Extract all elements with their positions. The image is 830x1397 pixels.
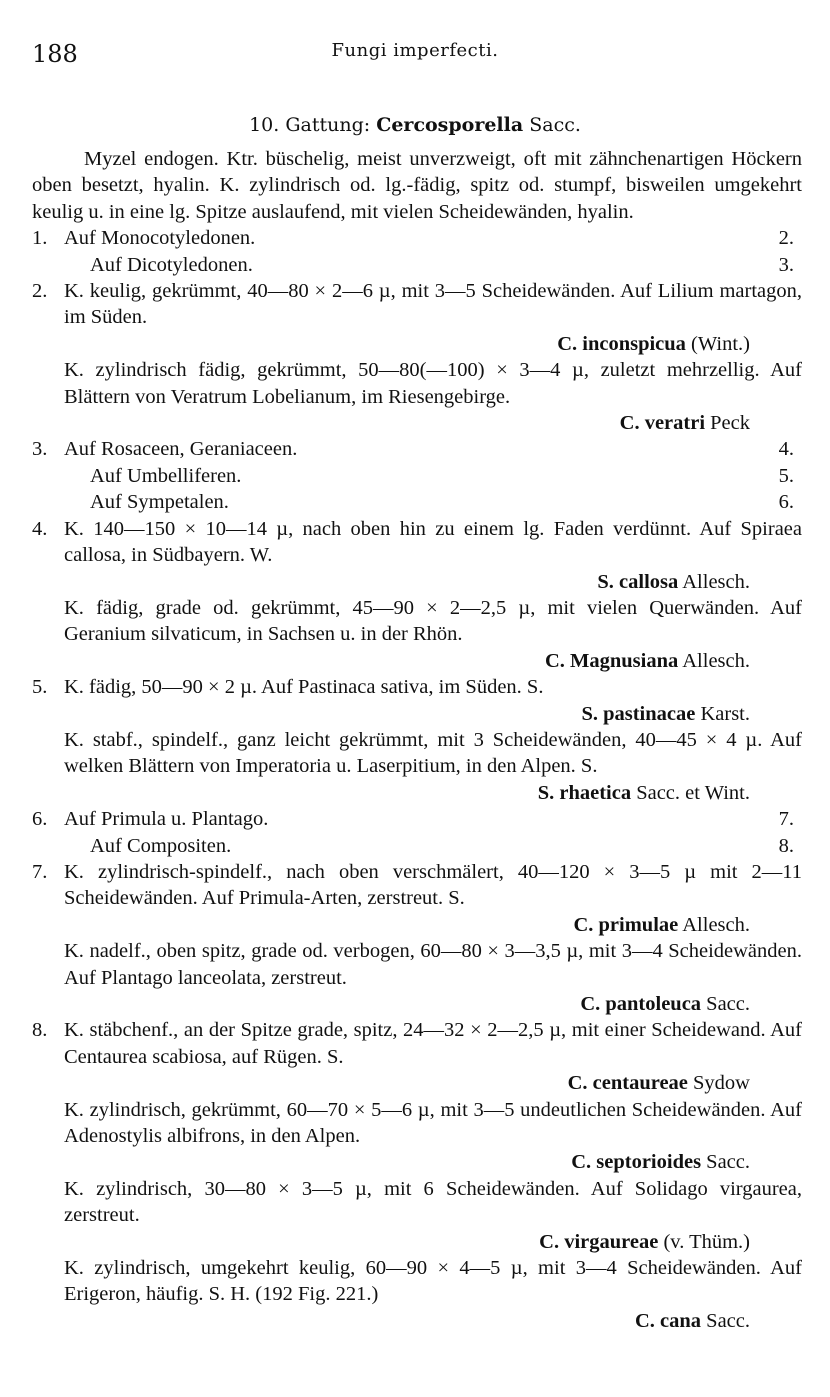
- species-name: S. callosa Allesch.: [597, 570, 750, 593]
- species-description: K. zylindrisch-spindelf., nach oben verschmälert, 40—120 × 3—5 µ mit 2—11 Scheidewänden. Auf Primula-Arten, zerstreut. S.: [64, 860, 802, 910]
- key-step-6: [32, 806, 802, 859]
- species-description: K. zylindrisch fädig, gekrümmt, 50—80(—100) × 3—4 µ, zuletzt mehrzellig. Auf Blättern von Veratrum Lobelianum, im Riesengebirge.: [64, 359, 802, 408]
- species-description: K. stäbchenf., an der Spitze grade, spitz, 24—32 × 2—2,5 µ, mit einer Scheidewand. Auf Centaurea scabiosa, auf Rügen. S.: [64, 1019, 802, 1068]
- species-name: C. Magnusiana Allesch.: [544, 649, 750, 672]
- species-description: K. nadelf., oben spitz, grade od. verbogen, 60—80 × 3—3,5 µ, mit 3—4 Scheidewänden. Auf Plantago lanceolata, zerstreut.: [64, 940, 802, 989]
- key-step-7: [32, 859, 802, 1017]
- species-name: S. rhaetica Sacc. et Wint.: [537, 781, 750, 804]
- key-body: [32, 146, 802, 1334]
- key-step-8: [32, 1017, 802, 1334]
- key-step-3: [32, 436, 802, 515]
- step-number: 1.: [32, 227, 48, 250]
- species-name: C. inconspicua (Wint.): [557, 332, 750, 355]
- key-alternative: Auf Rosaceen, Geraniaceen. 4.: [64, 438, 794, 461]
- species-name: C. primulae Allesch.: [573, 913, 750, 936]
- step-number: 5.: [32, 676, 48, 699]
- species-description: K. zylindrisch, umgekehrt keulig, 60—90 × 4—5 µ, mit 3—4 Scheidewänden. Auf Erigeron, häufig. S. H. (192 Fig. 221.): [64, 1257, 802, 1306]
- genus-prefix: 10. Gattung:: [249, 114, 371, 136]
- step-number: 6.: [32, 808, 48, 831]
- running-title: Fungi imperfecti.: [331, 40, 499, 61]
- key-alternative: Auf Umbelliferen. 5.: [90, 464, 794, 487]
- page-number: 188: [32, 40, 78, 68]
- species-description: K. fädig, grade od. gekrümmt, 45—90 × 2—2,5 µ, mit vielen Querwänden. Auf Geranium silvaticum, in Sachsen u. in der Rhön.: [64, 596, 802, 646]
- key-alternative: Auf Dicotyledonen. 3.: [90, 253, 794, 276]
- step-number: 2.: [32, 280, 48, 303]
- species-name: C. cana Sacc.: [634, 1309, 750, 1332]
- key-step-1: [32, 225, 802, 278]
- genus-description: Myzel endogen. Ktr. büschelig, meist unverzweigt, oft mit zähnchenartigen Höckern oben besetzt, hyalin. K. zylindrisch od. lg.-fädig, spitz od. stumpf, bisweilen umgekehrt keulig u. in eine lg. Spitze auslaufend, mit vielen Scheidewänden, hyalin.: [32, 148, 802, 223]
- species-description: K. fädig, 50—90 × 2 µ. Auf Pastinaca sativa, im Süden. S.: [64, 676, 544, 699]
- key-alternative: Auf Compositen. 8.: [90, 834, 794, 857]
- species-name: C. septorioides Sacc.: [571, 1151, 750, 1174]
- genus-heading: [0, 114, 830, 136]
- species-description: K. zylindrisch, gekrümmt, 60—70 × 5—6 µ, mit 3—5 undeutlichen Scheidewänden. Auf Adenostylis albifrons, in den Alpen.: [64, 1098, 802, 1148]
- key-alternative: Auf Primula u. Plantago. 7.: [64, 808, 794, 831]
- key-step-4: [32, 516, 802, 674]
- species-description: K. keulig, gekrümmt, 40—80 × 2—6 µ, mit 3—5 Scheidewänden. Auf Lilium martagon, im Süden.: [64, 280, 802, 329]
- key-alternative: Auf Sympetalen. 6.: [90, 491, 794, 514]
- key-alternative: Auf Monocotyledonen. 2.: [64, 227, 794, 250]
- species-name: C. pantoleuca Sacc.: [580, 993, 750, 1015]
- step-number: 3.: [32, 438, 48, 461]
- species-name: C. virgaureae (v. Thüm.): [539, 1230, 750, 1253]
- genus-author: Sacc.: [529, 114, 581, 136]
- species-description: K. stabf., spindelf., ganz leicht gekrümmt, mit 3 Scheidewänden, 40—45 × 4 µ. Auf welken Blättern von Imperatoria u. Laserpitium, in den Alpen. S.: [64, 728, 802, 778]
- species-description: K. zylindrisch, 30—80 × 3—5 µ, mit 6 Scheidewänden. Auf Solidago virgaurea, zerstreut.: [64, 1177, 802, 1227]
- species-description: K. 140—150 × 10—14 µ, nach oben hin zu einem lg. Faden verdünnt. Auf Spiraea callosa, in Südbayern. W.: [64, 517, 802, 567]
- key-step-2: [32, 278, 802, 436]
- species-name: S. pastinacae Karst.: [581, 702, 750, 725]
- step-number: 4.: [32, 517, 48, 540]
- step-number: 7.: [32, 860, 48, 883]
- species-name: C. centaureae Sydow: [567, 1072, 750, 1095]
- species-name: C. veratri Peck: [619, 412, 750, 435]
- key-step-5: [32, 674, 802, 806]
- step-number: 8.: [32, 1019, 48, 1042]
- genus-name: Cercosporella: [376, 114, 524, 136]
